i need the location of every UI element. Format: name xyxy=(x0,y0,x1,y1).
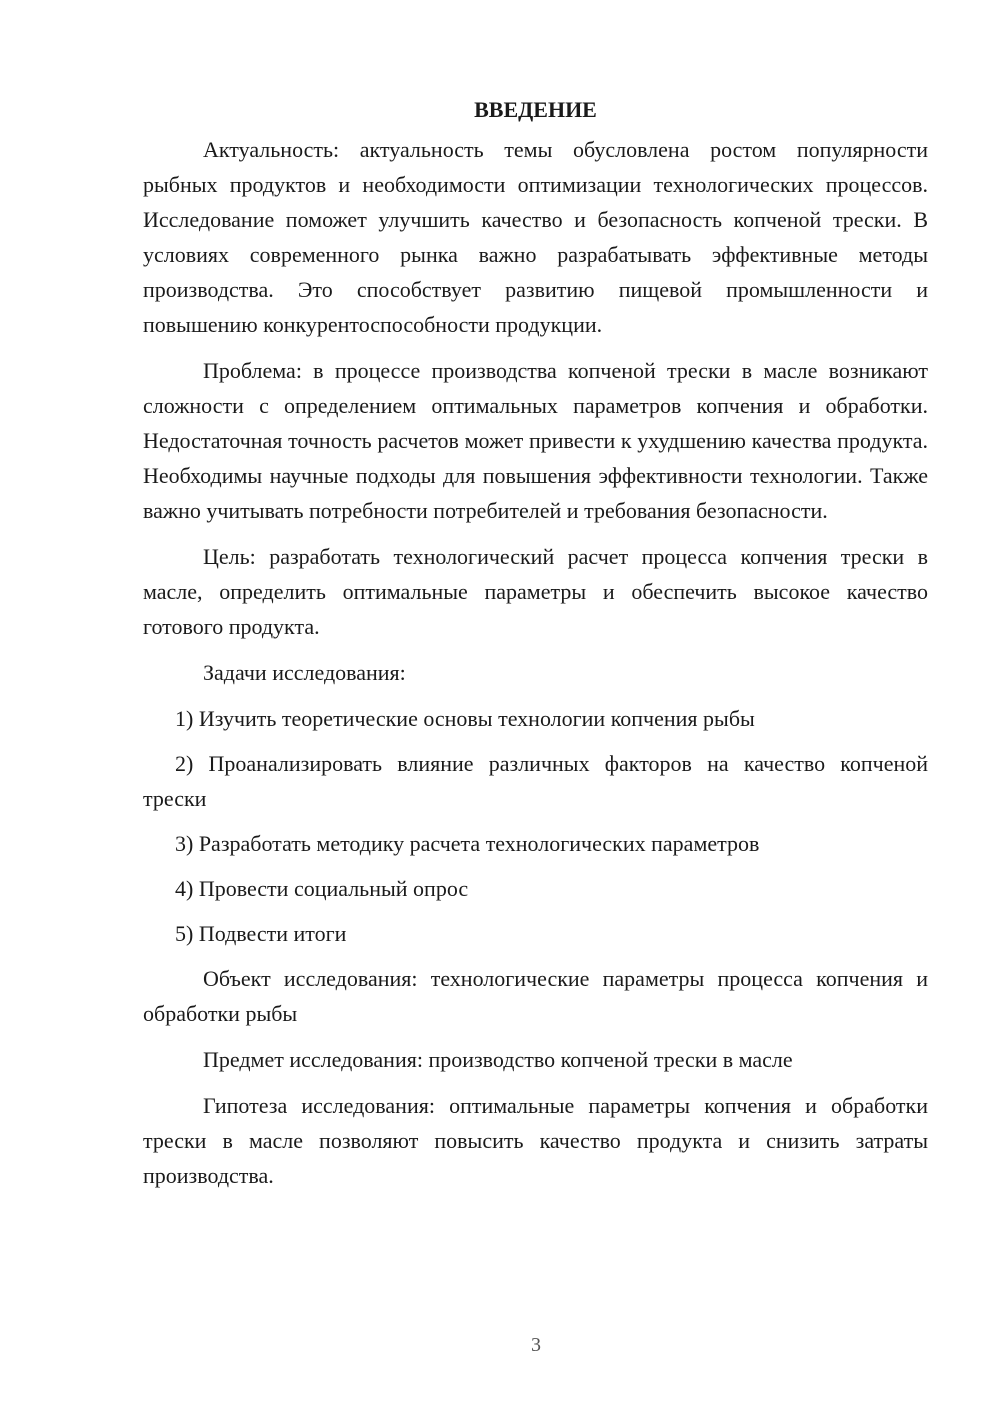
document-page xyxy=(143,95,928,1204)
section-heading: ВВЕДЕНИЕ xyxy=(474,97,597,122)
tasks-list xyxy=(143,701,928,951)
task-item: 2) Проанализировать влияние различных факторов на качество копченой трески xyxy=(143,751,928,811)
goal-paragraph: Цель: разработать технологический расчет процесса копчения трески в масле, определить оптимальные параметры и обеспечить высокое качество готового продукта. xyxy=(143,544,928,639)
object-paragraph: Объект исследования: технологические параметры процесса копчения и обработки рыбы xyxy=(143,966,928,1026)
task-item: 3) Разработать методику расчета технологических параметров xyxy=(175,831,760,856)
task-item: 4) Провести социальный опрос xyxy=(175,876,469,901)
relevance-paragraph: Актуальность: актуальность темы обусловлена ростом популярности рыбных продуктов и необходимости оптимизации технологических процессов. Исследование поможет улучшить качество и безопасность копченой трески. В условиях современного рынка важно разрабатывать эффективные методы производства. Это способствует развитию пищевой промышленности и повышению конкурентоспособности продукции. xyxy=(143,137,928,337)
problem-paragraph: Проблема: в процессе производства копченой трески в масле возникают сложности с определением оптимальных параметров копчения и обработки. Недостаточная точность расчетов может привести к ухудшению качества продукта. Необходимы научные подходы для повышения эффективности технологии. Также важно учитывать потребности потребителей и требования безопасности. xyxy=(143,358,928,523)
task-item: 5) Подвести итоги xyxy=(175,921,347,946)
page-number: 3 xyxy=(531,1334,541,1356)
tasks-intro: Задачи исследования: xyxy=(203,660,406,685)
task-item: 1) Изучить теоретические основы технологии копчения рыбы xyxy=(175,706,755,731)
subject-paragraph: Предмет исследования: производство копченой трески в масле xyxy=(203,1047,793,1072)
hypothesis-paragraph: Гипотеза исследования: оптимальные параметры копчения и обработки трески в масле позволяют повысить качество продукта и снизить затраты производства. xyxy=(143,1093,928,1188)
